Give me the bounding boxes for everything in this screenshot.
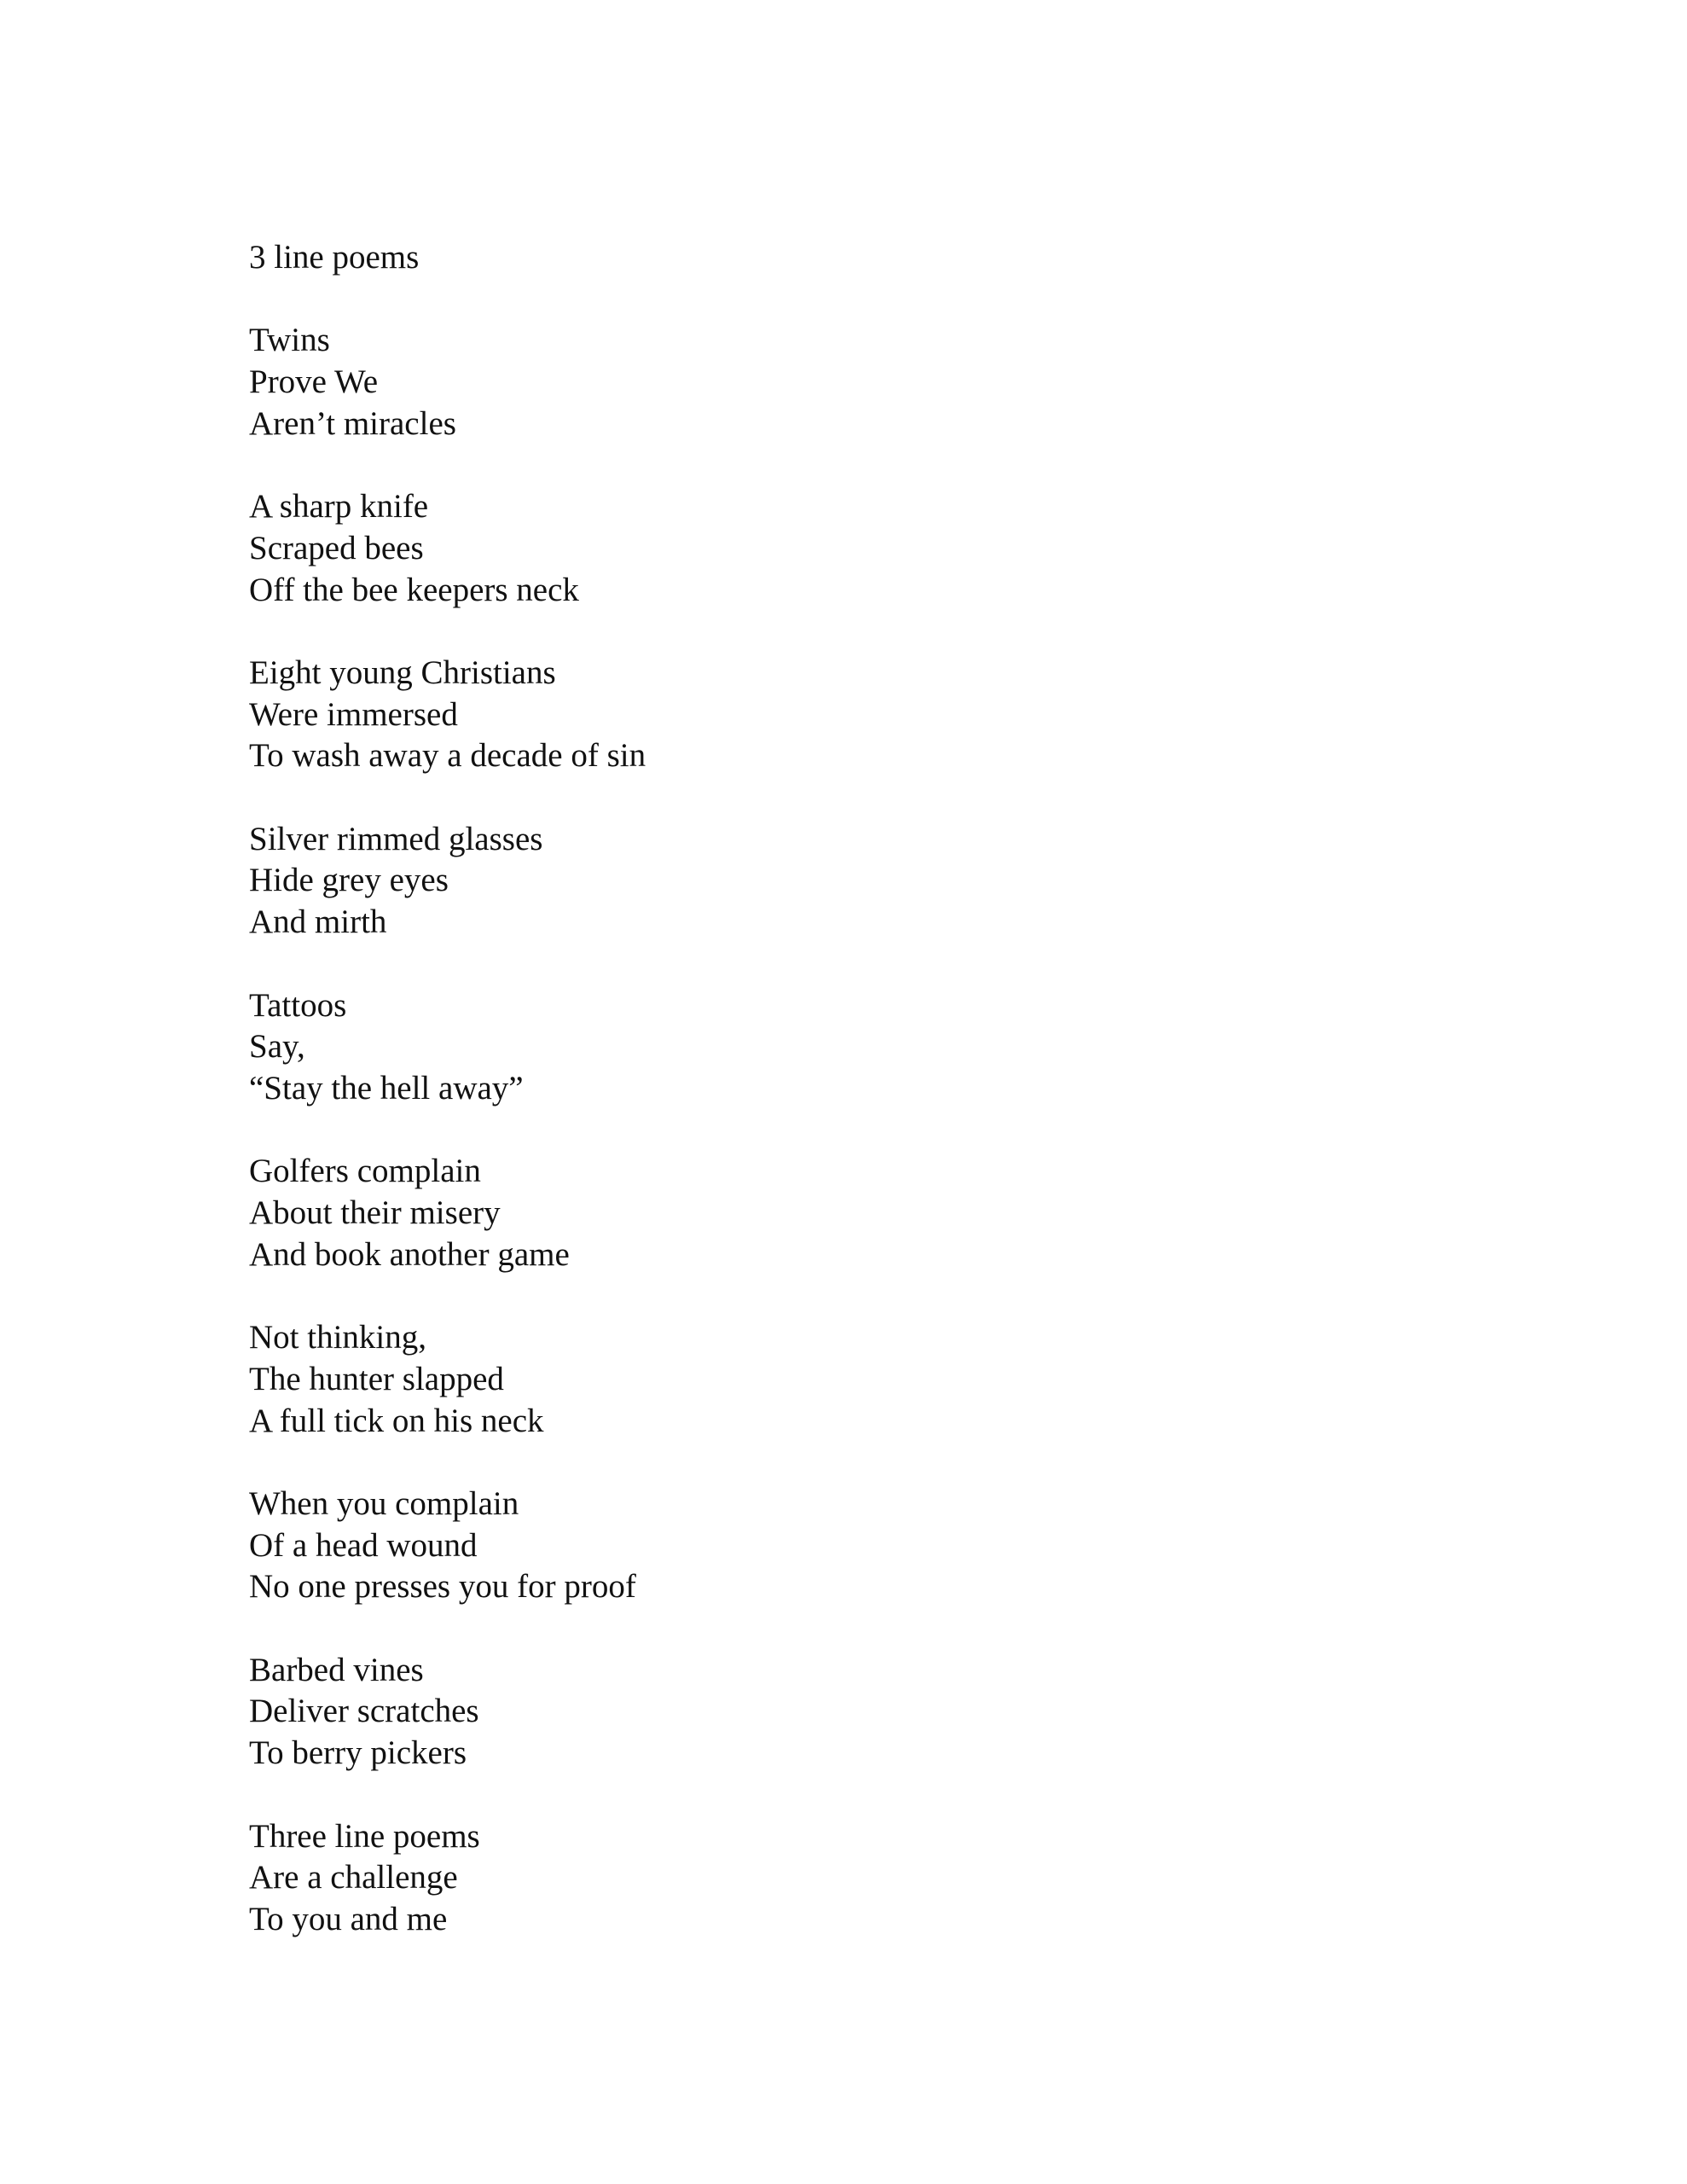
poem [249,653,1443,777]
poem [249,1484,1443,1608]
poem-line: Are a challenge [249,1859,458,1896]
poem [249,1151,1443,1275]
poem-line: Deliver scratches [249,1693,479,1730]
poem-line: And book another game [249,1235,570,1273]
poem-line: No one presses you for proof [249,1568,636,1606]
poem-line: A full tick on his neck [249,1402,544,1439]
poem-line: Three line poems [249,1817,480,1855]
poem [249,985,1443,1110]
poem-line: Were immersed [249,695,458,733]
poem-line: About their misery [249,1194,501,1232]
poem-line: To you and me [249,1900,448,1937]
poem-line: To wash away a decade of sin [249,737,646,775]
poem-line: Golfers complain [249,1153,481,1190]
poem-line: Twins [249,322,330,359]
poem-line: And mirth [249,903,387,941]
poem-line: Not thinking, [249,1319,427,1356]
poem-line: Eight young Christians [249,653,556,691]
poem-line: When you complain [249,1484,519,1522]
poem-line: Hide grey eyes [249,862,449,899]
poem-line: Tattoos [249,986,347,1024]
poem [249,320,1443,444]
poem-line: The hunter slapped [249,1360,504,1397]
poem [249,1650,1443,1774]
poem-line: A sharp knife [249,488,429,526]
poem-line: Off the bee keepers neck [249,571,579,608]
poem-line: Silver rimmed glasses [249,820,543,857]
document-title: 3 line poems [249,239,420,276]
poem [249,819,1443,944]
poem-line: Say, [249,1028,305,1066]
poem-line: Scraped bees [249,529,424,566]
document-body [249,237,1443,1941]
poem [249,1317,1443,1442]
poem-line: Barbed vines [249,1651,424,1688]
poem-line: “Stay the hell away” [249,1069,524,1107]
poem [249,1816,1443,1941]
poem [249,486,1443,611]
poem-line: Of a head wound [249,1526,478,1564]
poem-line: To berry pickers [249,1734,467,1772]
poem-line: Prove We [249,363,379,401]
poem-line: Aren’t miracles [249,404,456,442]
